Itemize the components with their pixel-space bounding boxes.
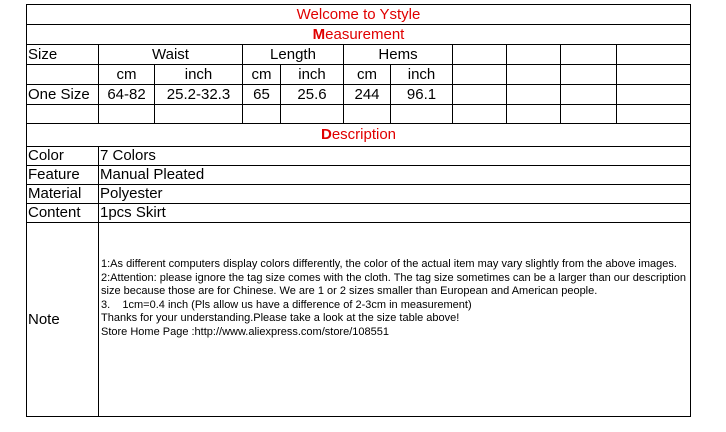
description-heading-initial: D — [320, 126, 332, 143]
empty-cell — [281, 105, 344, 124]
empty-cell — [617, 105, 691, 124]
description-row-material — [27, 185, 691, 204]
length-cm-value: 65 — [243, 85, 281, 105]
waist-inch-value: 25.2-32.3 — [155, 85, 243, 105]
description-heading-rest: escription — [331, 126, 397, 143]
empty-cell — [617, 85, 691, 105]
note-line: 3. 1cm=0.4 inch (Pls allow us have a difference of 2-3cm in measurement) — [101, 298, 472, 311]
empty-cell — [507, 45, 561, 65]
store-link-line: Store Home Page :http://www.aliexpress.com/store/108551 — [101, 325, 389, 338]
empty-cell — [561, 65, 617, 85]
empty-cell — [453, 45, 507, 65]
empty-cell — [155, 105, 243, 124]
empty-cell — [507, 105, 561, 124]
hems-cm-value: 244 — [344, 85, 391, 105]
empty-cell — [507, 65, 561, 85]
note-line: 2:Attention: please ignore the tag size comes with the cloth. The tag size sometimes can be a larger than our description size because those are for Chinese. We are 1 or 2 sizes smaller than European and American people. — [101, 271, 686, 297]
measurement-heading-initial: M — [312, 25, 326, 43]
length-cm-unit: cm — [243, 65, 281, 85]
empty-cell — [561, 85, 617, 105]
description-row-content — [27, 204, 691, 223]
hems-cm-unit: cm — [344, 65, 391, 85]
hems-inch-value: 96.1 — [391, 85, 453, 105]
note-line: 1:As different computers display colors differently, the color of the actual item may vary slightly from the above images. — [101, 258, 677, 270]
description-row-feature — [27, 166, 691, 185]
empty-cell — [99, 105, 155, 124]
waist-inch-unit: inch — [155, 65, 243, 85]
empty-cell — [617, 45, 691, 65]
length-inch-unit: inch — [281, 65, 344, 85]
size-chart-sheet — [26, 4, 690, 428]
measurement-value-row — [27, 85, 691, 105]
empty-cell — [617, 65, 691, 85]
measurement-header-row — [27, 45, 691, 65]
empty-cell — [243, 105, 281, 124]
empty-cell — [561, 105, 617, 124]
empty-cell — [391, 105, 453, 124]
note-line: Thanks for your understanding.Please take a look at the size table above! — [101, 312, 460, 324]
size-chart-table — [26, 4, 691, 417]
welcome-row — [27, 5, 691, 25]
description-heading-row — [27, 124, 691, 147]
waist-cm-value: 64-82 — [99, 85, 155, 105]
measurement-heading — [27, 25, 691, 45]
note-text — [99, 223, 691, 417]
description-row-note — [27, 223, 691, 417]
empty-cell — [507, 85, 561, 105]
welcome-title: Welcome to Ystyle — [27, 5, 691, 25]
material-label: Material — [27, 185, 99, 204]
measurement-units-row — [27, 65, 691, 85]
color-label: Color — [27, 147, 99, 166]
material-value: Polyester — [99, 185, 691, 204]
empty-cell — [453, 65, 507, 85]
measurement-heading-rest: easurement — [325, 25, 405, 43]
note-label: Note — [27, 223, 99, 417]
waist-cm-unit: cm — [99, 65, 155, 85]
content-value: 1pcs Skirt — [99, 204, 691, 223]
length-header: Length — [243, 45, 344, 65]
color-value: 7 Colors — [99, 147, 691, 166]
waist-header: Waist — [99, 45, 243, 65]
empty-cell — [27, 65, 99, 85]
hems-inch-unit: inch — [391, 65, 453, 85]
measurement-heading-row — [27, 25, 691, 45]
empty-cell — [453, 85, 507, 105]
hems-header: Hems — [344, 45, 453, 65]
feature-label: Feature — [27, 166, 99, 185]
empty-cell — [27, 105, 99, 124]
size-header: Size — [27, 45, 99, 65]
empty-cell — [344, 105, 391, 124]
size-value: One Size — [27, 85, 99, 105]
content-label: Content — [27, 204, 99, 223]
feature-value: Manual Pleated — [99, 166, 691, 185]
length-inch-value: 25.6 — [281, 85, 344, 105]
empty-cell — [453, 105, 507, 124]
empty-cell — [561, 45, 617, 65]
description-heading — [27, 124, 691, 147]
measurement-blank-row — [27, 105, 691, 124]
description-row-color — [27, 147, 691, 166]
